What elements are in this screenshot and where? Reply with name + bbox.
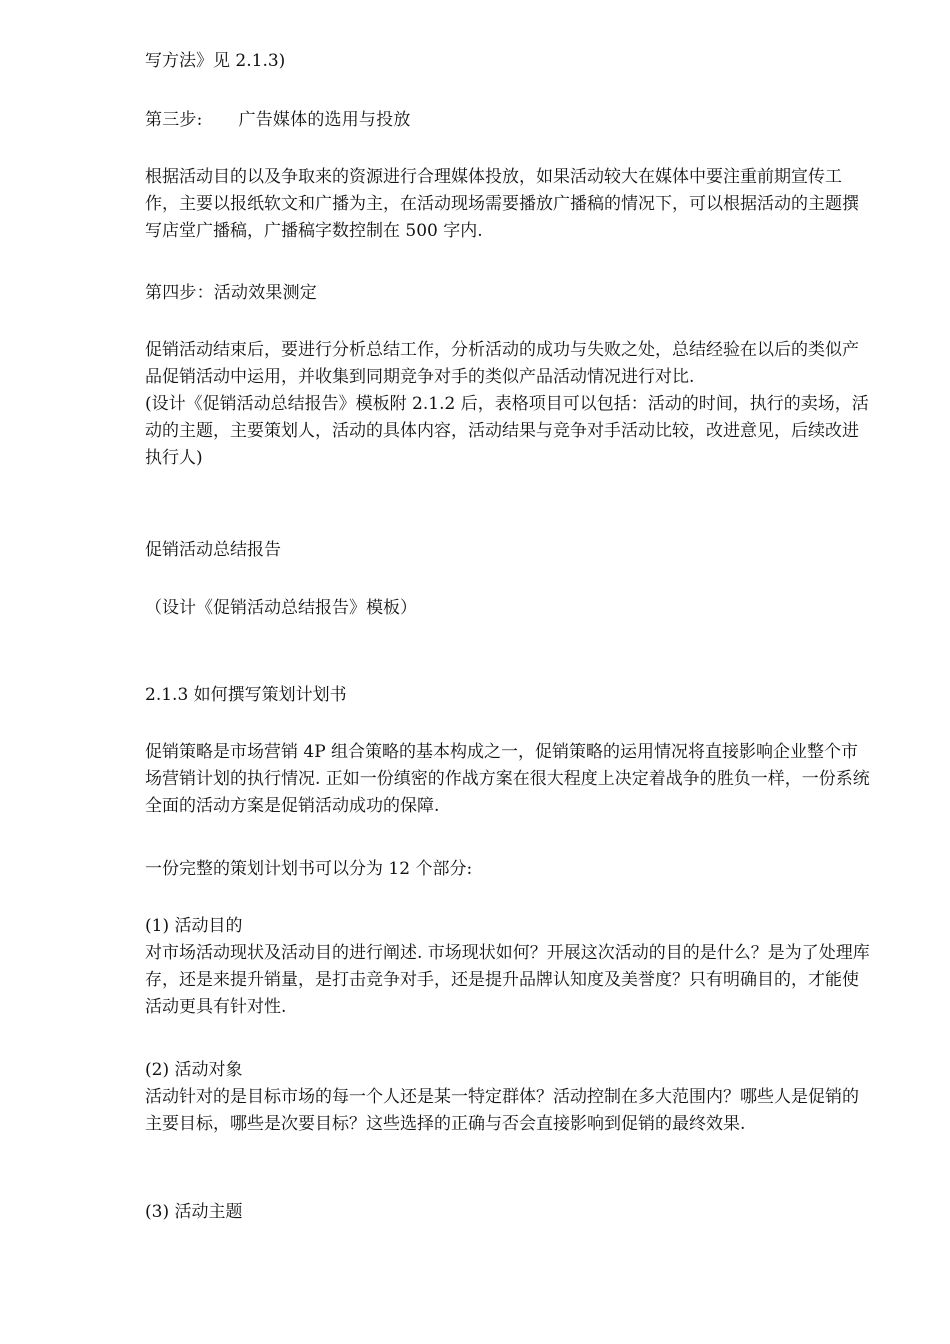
twelve-parts-line: 一份完整的策划计划书可以分为 12 个部分: <box>145 859 473 879</box>
report-title: 促销活动总结报告 <box>145 540 281 560</box>
section-heading-213: 2.1.3 如何撰写策划计划书 <box>145 685 347 705</box>
item2-body: 活动针对的是目标市场的每一个人还是某一特定群体？活动控制在多大范围内？哪些人是促销的主要目标，哪些是次要目标？这些选择的正确与否会直接影响到促销的最终效果. <box>145 1087 859 1134</box>
section-213-body: 促销策略是市场营销 4P 组合策略的基本构成之一，促销策略的运用情况将直接影响企业整个市场营销计划的执行情况. 正如一份缜密的作战方案在很大程度上决定着战争的胜负一样，一份系统全面的活动方案是促销活动成功的保障. <box>145 742 870 816</box>
step3-label: 第三步: <box>145 110 203 130</box>
step3-body: 根据活动目的以及争取来的资源进行合理媒体投放，如果活动较大在媒体中要注重前期宣传工作，主要以报纸软文和广播为主，在活动现场需要播放广播稿的情况下，可以根据活动的主题撰写店堂广播稿，广播稿字数控制在 500 字内. <box>145 167 859 241</box>
step4-heading: 第四步：活动效果测定 <box>145 283 317 303</box>
step4-body-1: 促销活动结束后，要进行分析总结工作，分析活动的成功与失败之处，总结经验在以后的类似产品促销活动中运用，并收集到同期竞争对手的类似产品活动情况进行对比. <box>145 340 859 387</box>
step3-heading <box>145 107 875 134</box>
item1-body: 对市场活动现状及活动目的进行阐述. 市场现状如何？开展这次活动的目的是什么？是为了处理库存，还是来提升销量，是打击竞争对手，还是提升品牌认知度及美誉度？只有明确目的，才能使活动更具有针对性. <box>145 943 870 1017</box>
item1-title: (1) 活动目的 <box>145 916 243 936</box>
step4-body-2: (设计《促销活动总结报告》模板附 2.1.2 后，表格项目可以包括：活动的时间，执行的卖场，活动的主题，主要策划人，活动的具体内容，活动结果与竞争对手活动比较，改进意见，后续改进执行人) <box>145 394 869 468</box>
line-continuation: 写方法》见 2.1.3) <box>145 51 286 71</box>
step3-title: 广告媒体的选用与投放 <box>238 110 411 130</box>
item2-title: (2) 活动对象 <box>145 1060 243 1080</box>
item3-title: (3) 活动主题 <box>145 1202 243 1222</box>
report-note: （设计《促销活动总结报告》模板） <box>145 598 417 618</box>
